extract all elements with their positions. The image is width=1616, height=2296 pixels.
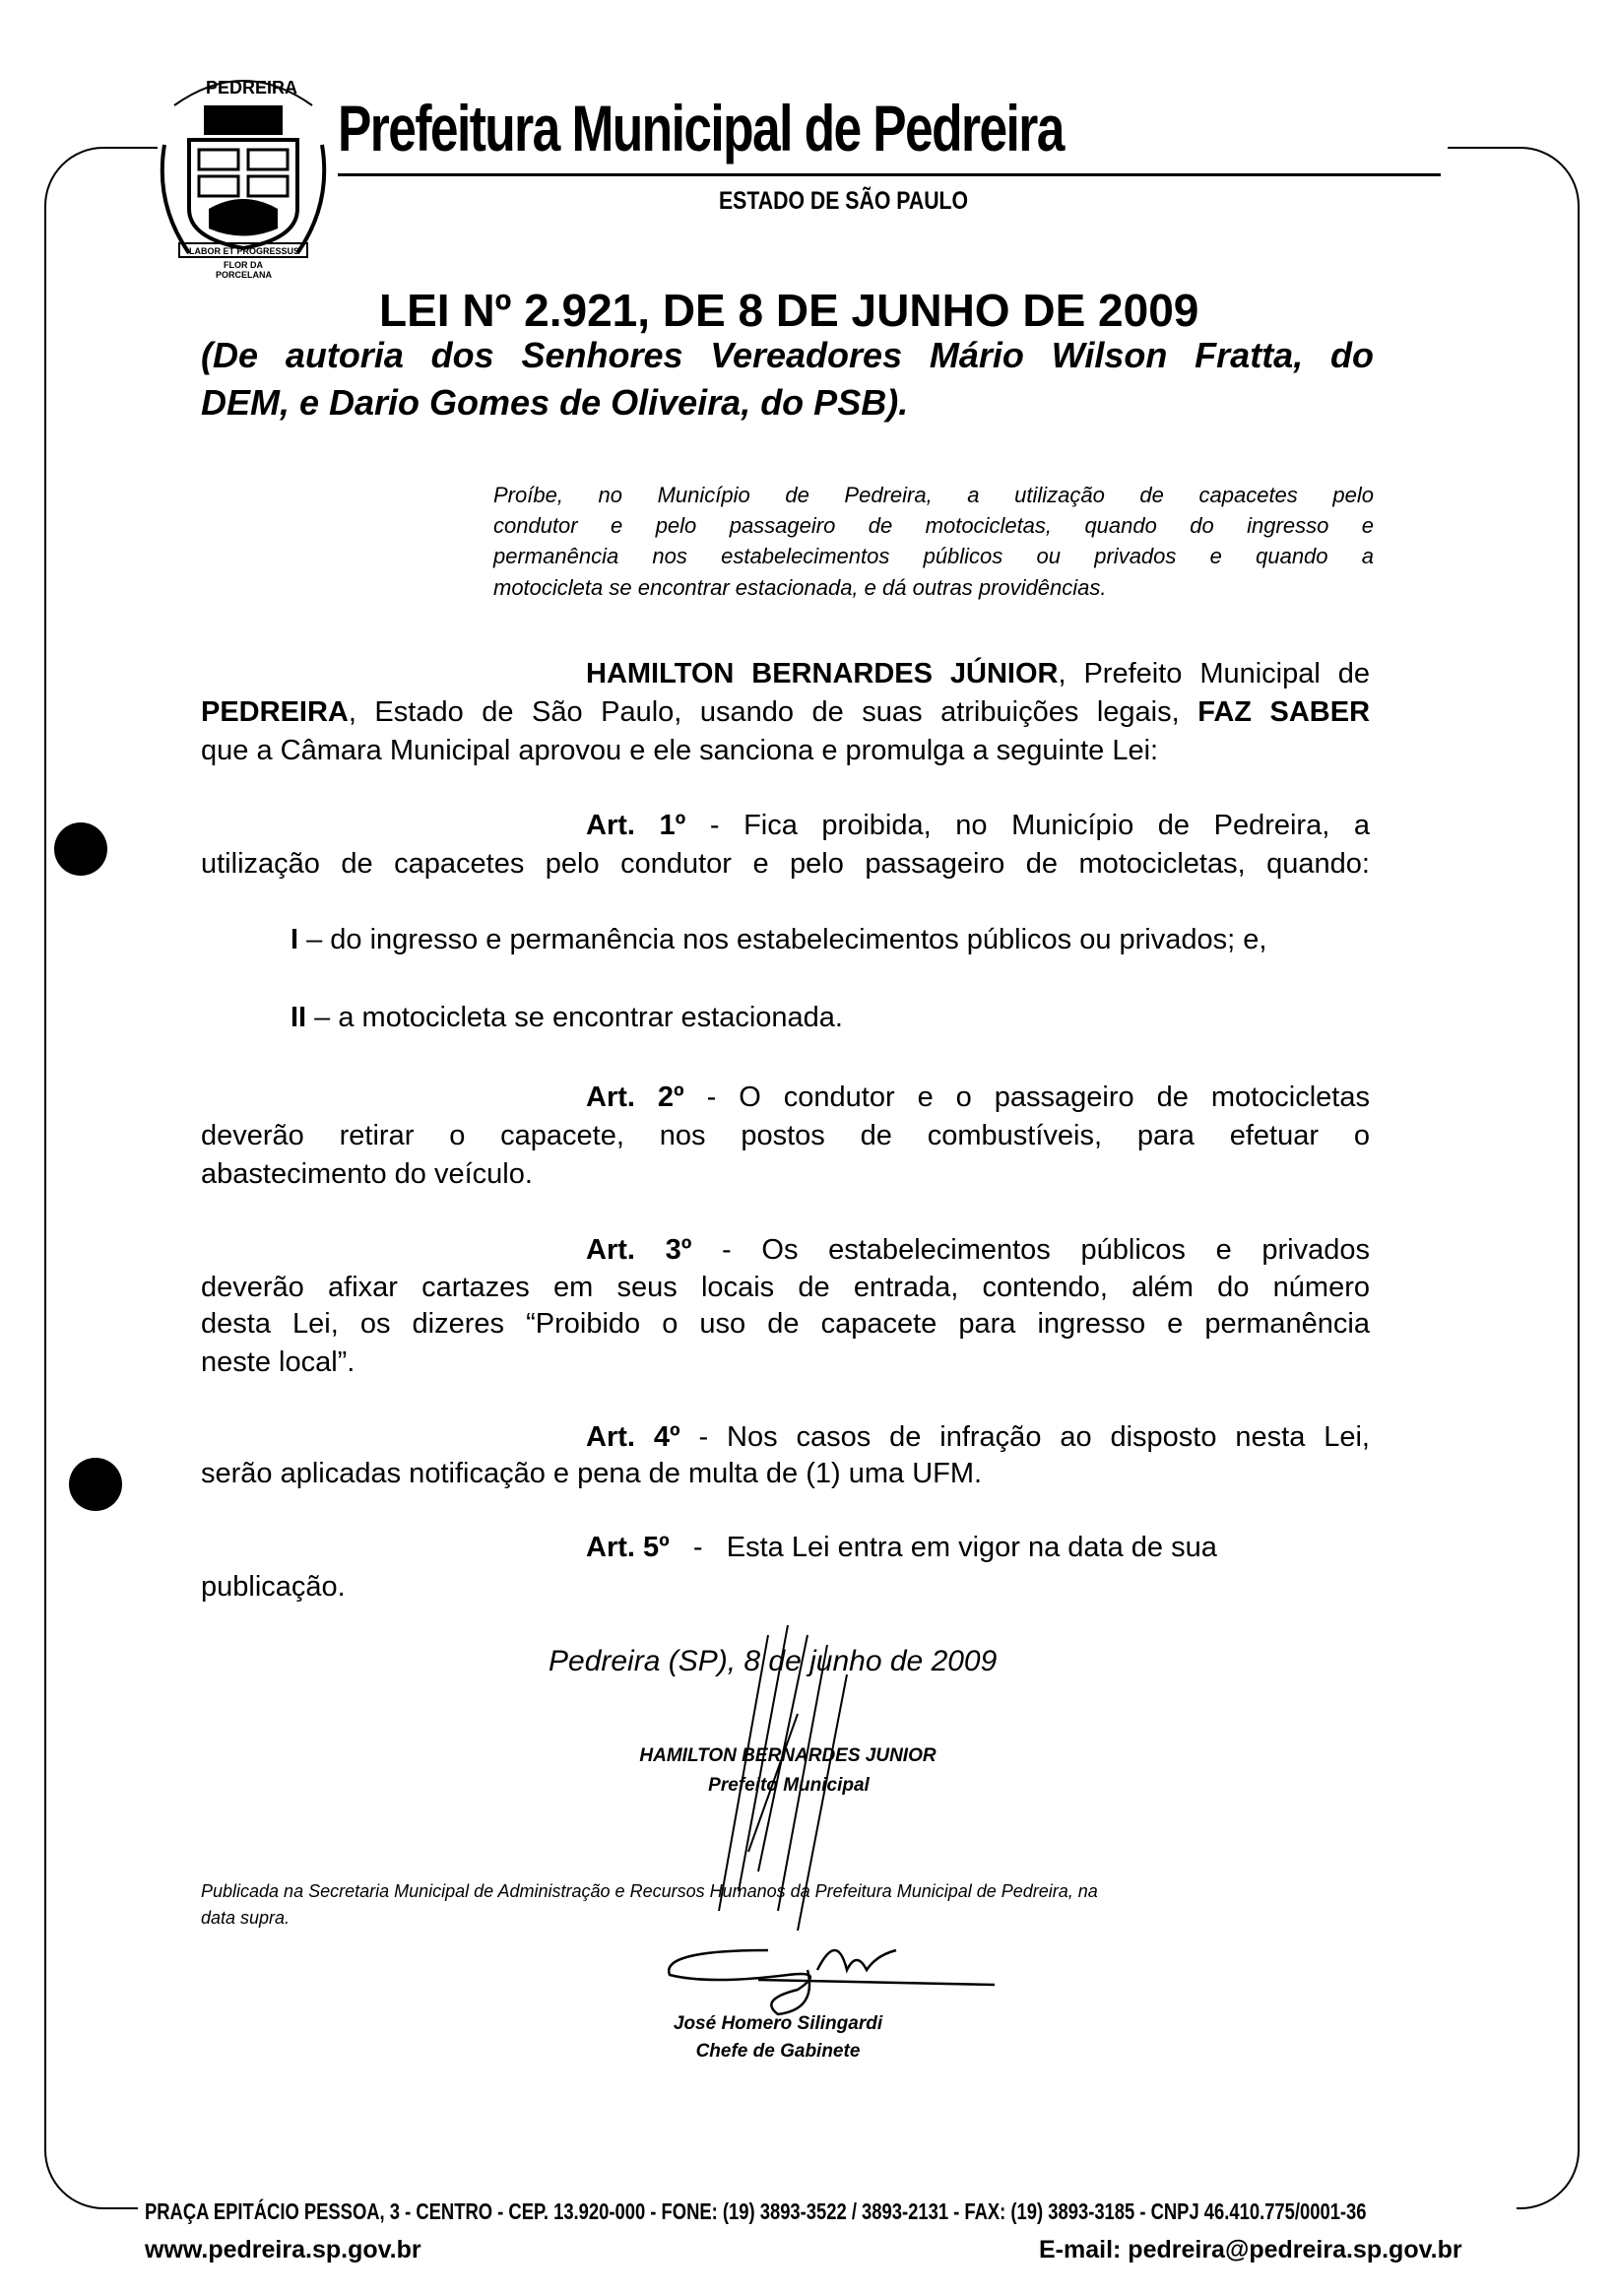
art1-line	[586, 810, 1370, 842]
art5-line: publicação.	[201, 1571, 346, 1603]
footer-email[interactable]: E-mail: pedreira@pedreira.sp.gov.br	[1039, 2236, 1462, 2263]
municipal-crest-logo	[155, 66, 332, 279]
item-label: II	[291, 1002, 307, 1033]
art2-line: abastecimento do veículo.	[201, 1158, 533, 1190]
article-text: - O condutor e o passageiro de motocicletas	[683, 1082, 1370, 1113]
svg-text:PEDREIRA: PEDREIRA	[206, 78, 298, 98]
mayor-name: HAMILTON BERNARDES JUNIOR	[639, 1745, 937, 1766]
punch-hole	[69, 1458, 122, 1511]
art4-line: serão aplicadas notificação e pena de multa de (1) uma UFM.	[201, 1458, 983, 1489]
law-title: LEI Nº 2.921, DE 8 DE JUNHO DE 2009	[379, 285, 1199, 336]
item-2	[291, 1002, 1370, 1034]
article-text: - Nos casos de infração ao disposto nesta Lei,	[679, 1421, 1370, 1453]
art2-line: deverão retirar o capacete, nos postos de combustíveis, para efetuar o	[201, 1120, 1370, 1151]
mayor-name: HAMILTON BERNARDES JÚNIOR	[586, 658, 1059, 689]
item-1	[291, 924, 1370, 956]
svg-text:LABOR ET PROGRESSUS: LABOR ET PROGRESSUS	[189, 246, 300, 256]
footer-address: PRAÇA EPITÁCIO PESSOA, 3 - CENTRO - CEP. 13.920-000 - FONE: (19) 3893-3522 / 3893-2131 - FAX: (19) 3893-3185 - CNPJ 46.410.775/0001-36	[145, 2198, 1367, 2224]
title-underline	[338, 173, 1441, 176]
summary-line: permanência nos estabelecimentos públicos ou privados e quando a	[493, 544, 1374, 568]
article-text: - Fica proibida, no Município de Pedreira, a	[685, 810, 1370, 841]
art3-line: deverão afixar cartazes em seus locais de entrada, contendo, além do número	[201, 1272, 1370, 1303]
punch-hole	[54, 822, 107, 876]
faz-saber: FAZ SABER	[1197, 696, 1371, 728]
svg-text:FLOR DA: FLOR DA	[224, 260, 263, 270]
art5-line	[586, 1532, 1370, 1564]
publication-note: Publicada na Secretaria Municipal de Administração e Recursos Humanos da Prefeitura Municipal de Pedreira, na	[201, 1881, 1098, 1901]
intro-line	[586, 658, 1370, 690]
summary-line: condutor e pelo passageiro de motocicletas, quando do ingresso e	[493, 513, 1374, 538]
item-label: I	[291, 924, 299, 955]
chief-role: Chefe de Gabinete	[695, 2041, 861, 2062]
intro-line	[201, 696, 1370, 729]
letterhead-state: ESTADO DE SÃO PAULO	[719, 187, 969, 215]
chief-name: José Homero Silingardi	[673, 2013, 883, 2034]
art3-line: desta Lei, os dizeres “Proibido o uso de capacete para ingresso e permanência	[201, 1308, 1370, 1340]
intro-text: , Estado de São Paulo, usando de suas atribuições legais,	[348, 696, 1180, 728]
mayor-role: Prefeito Municipal	[708, 1775, 870, 1796]
art4-line	[586, 1421, 1370, 1454]
art3-line: neste local”.	[201, 1346, 356, 1378]
authorship-line: (De autoria dos Senhores Vereadores Mário Wilson Fratta, do	[201, 335, 1374, 375]
footer-website[interactable]: www.pedreira.sp.gov.br	[145, 2236, 421, 2263]
art3-line	[586, 1234, 1370, 1267]
intro-line: que a Câmara Municipal aprovou e ele sanciona e promulga a seguinte Lei:	[201, 735, 1159, 766]
article-text: - Esta Lei entra em vigor na data de sua	[669, 1532, 1217, 1563]
article-label: Art. 4º	[586, 1421, 680, 1453]
article-label: Art. 5º	[586, 1532, 670, 1563]
item-text: – a motocicleta se encontrar estacionada.	[306, 1002, 843, 1033]
letterhead-title: Prefeitura Municipal de Pedreira	[338, 92, 1064, 164]
intro-text: , Prefeito Municipal de	[1058, 658, 1370, 689]
svg-text:PORCELANA: PORCELANA	[216, 270, 273, 279]
art2-line	[586, 1082, 1370, 1114]
art1-line: utilização de capacetes pelo condutor e pelo passageiro de motocicletas, quando:	[201, 848, 1370, 880]
item-text: – do ingresso e permanência nos estabelecimentos públicos ou privados; e,	[298, 924, 1267, 955]
summary-line: Proíbe, no Município de Pedreira, a utilização de capacetes pelo	[493, 483, 1374, 507]
city-name: PEDREIRA	[201, 696, 349, 728]
article-label: Art. 3º	[586, 1234, 692, 1266]
article-label: Art. 2º	[586, 1082, 684, 1113]
signing-date: Pedreira (SP), 8 de junho de 2009	[549, 1645, 998, 1677]
authorship-line: DEM, e Dario Gomes de Oliveira, do PSB).	[201, 382, 909, 423]
summary-line: motocicleta se encontrar estacionada, e dá outras providências.	[493, 575, 1107, 600]
article-label: Art. 1º	[586, 810, 686, 841]
chief-signature	[650, 1931, 1004, 2019]
publication-note: data supra.	[201, 1908, 291, 1928]
article-text: - Os estabelecimentos públicos e privados	[691, 1234, 1370, 1266]
